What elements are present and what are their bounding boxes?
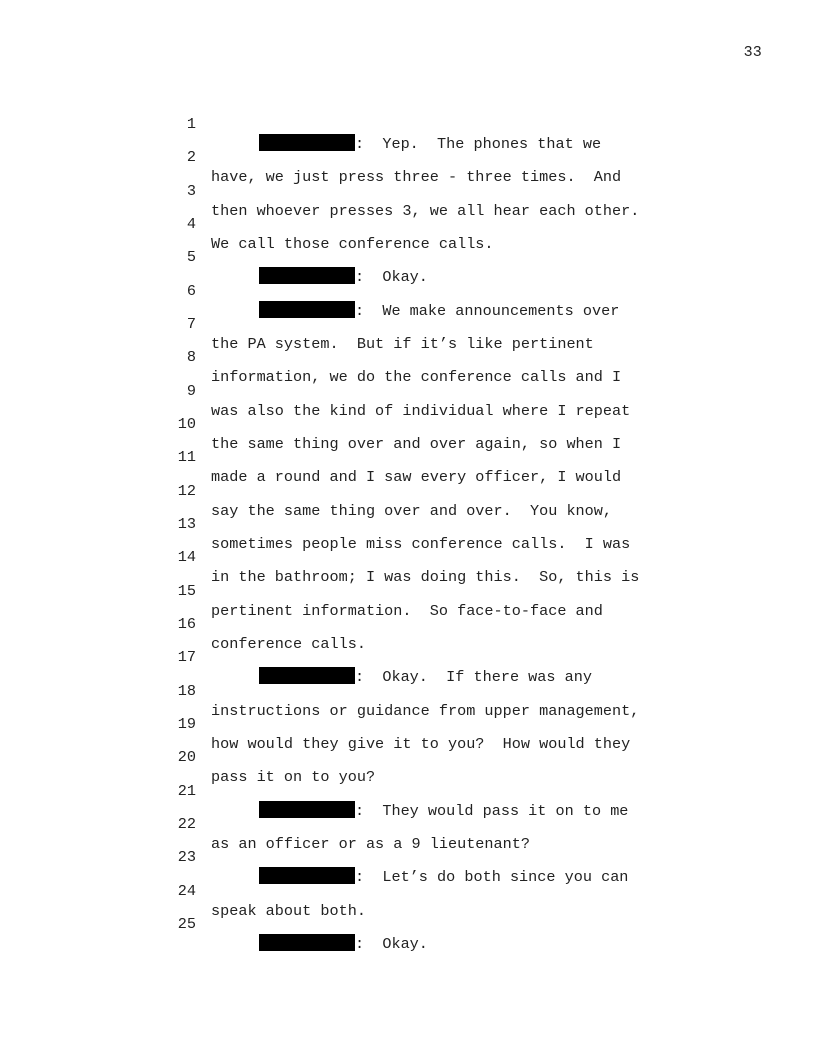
line-number: 18 <box>177 682 196 700</box>
transcript-line <box>0 127 816 186</box>
transcript-line <box>0 94 816 153</box>
transcript-line <box>0 627 816 686</box>
speaker-statement: : We make announcements over <box>355 302 620 320</box>
line-text: as an officer or as a 9 lieutenant? <box>211 835 530 853</box>
line-number: 20 <box>177 748 196 766</box>
line-number: 21 <box>177 782 196 800</box>
transcript-line <box>0 761 816 820</box>
line-number: 11 <box>177 448 196 466</box>
transcript-line <box>0 594 816 653</box>
transcript-line <box>0 727 816 786</box>
line-number: 23 <box>177 848 196 866</box>
line-text: say the same thing over and over. You know, <box>211 502 613 520</box>
line-text: how would they give it to you? How would they <box>211 735 631 753</box>
transcript-line <box>0 527 816 586</box>
line-number: 9 <box>186 382 196 400</box>
transcript-line <box>0 227 816 286</box>
line-number: 14 <box>177 548 196 566</box>
transcript-line <box>0 561 816 620</box>
redacted-speaker-name <box>259 934 355 951</box>
line-text: conference calls. <box>211 635 366 653</box>
line-number: 22 <box>177 815 196 833</box>
transcript-line <box>0 261 816 320</box>
line-number: 13 <box>177 515 196 533</box>
transcript-line <box>0 494 816 553</box>
transcript-line <box>0 461 816 520</box>
line-text <box>259 934 428 954</box>
transcript-line <box>0 661 816 720</box>
line-text: pertinent information. So face-to-face and <box>211 602 603 620</box>
transcript-line <box>0 427 816 486</box>
line-text: information, we do the conference calls and I <box>211 368 622 386</box>
transcript-line <box>0 327 816 386</box>
line-text: made a round and I saw every officer, I would <box>211 468 622 486</box>
line-text: the same thing over and over again, so when I <box>211 435 622 453</box>
line-text: sometimes people miss conference calls. I was <box>211 535 631 553</box>
line-number: 5 <box>186 248 196 266</box>
line-number: 24 <box>177 882 196 900</box>
line-number: 2 <box>186 148 196 166</box>
page-number: 33 <box>743 44 762 61</box>
speaker-statement: : Okay. If there was any <box>355 668 592 686</box>
line-number: 12 <box>177 482 196 500</box>
speaker-statement: : Okay. <box>355 268 428 286</box>
line-number: 1 <box>186 115 196 133</box>
transcript-line <box>0 361 816 420</box>
line-number: 4 <box>186 215 196 233</box>
transcript-line <box>0 861 816 920</box>
line-text: have, we just press three - three times. And <box>211 168 622 186</box>
line-text: We call those conference calls. <box>211 235 494 253</box>
line-number: 10 <box>177 415 196 433</box>
line-number: 6 <box>186 282 196 300</box>
transcript-line <box>0 694 816 753</box>
transcript-line <box>0 394 816 453</box>
line-text: speak about both. <box>211 902 366 920</box>
line-number: 19 <box>177 715 196 733</box>
line-text: pass it on to you? <box>211 768 376 786</box>
line-number: 3 <box>186 182 196 200</box>
line-number: 16 <box>177 615 196 633</box>
speaker-statement: : Let’s do both since you can <box>355 868 629 886</box>
line-number: 8 <box>186 348 196 366</box>
line-number: 7 <box>186 315 196 333</box>
transcript-line <box>0 294 816 353</box>
transcript-line <box>0 794 816 853</box>
speaker-statement: : They would pass it on to me <box>355 802 629 820</box>
line-text: instructions or guidance from upper management, <box>211 702 640 720</box>
line-text: then whoever presses 3, we all hear each other. <box>211 202 640 220</box>
speaker-statement: : Okay. <box>355 935 428 953</box>
transcript-line <box>0 194 816 253</box>
line-number: 25 <box>177 915 196 933</box>
line-text: the PA system. But if it’s like pertinent <box>211 335 594 353</box>
line-number: 15 <box>177 582 196 600</box>
transcript-line <box>0 827 816 886</box>
line-text: was also the kind of individual where I repeat <box>211 402 631 420</box>
line-text: in the bathroom; I was doing this. So, this is <box>211 568 640 586</box>
speaker-statement: : Yep. The phones that we <box>355 135 602 153</box>
line-number: 17 <box>177 648 196 666</box>
transcript-line <box>0 161 816 220</box>
transcript-line <box>0 894 816 953</box>
